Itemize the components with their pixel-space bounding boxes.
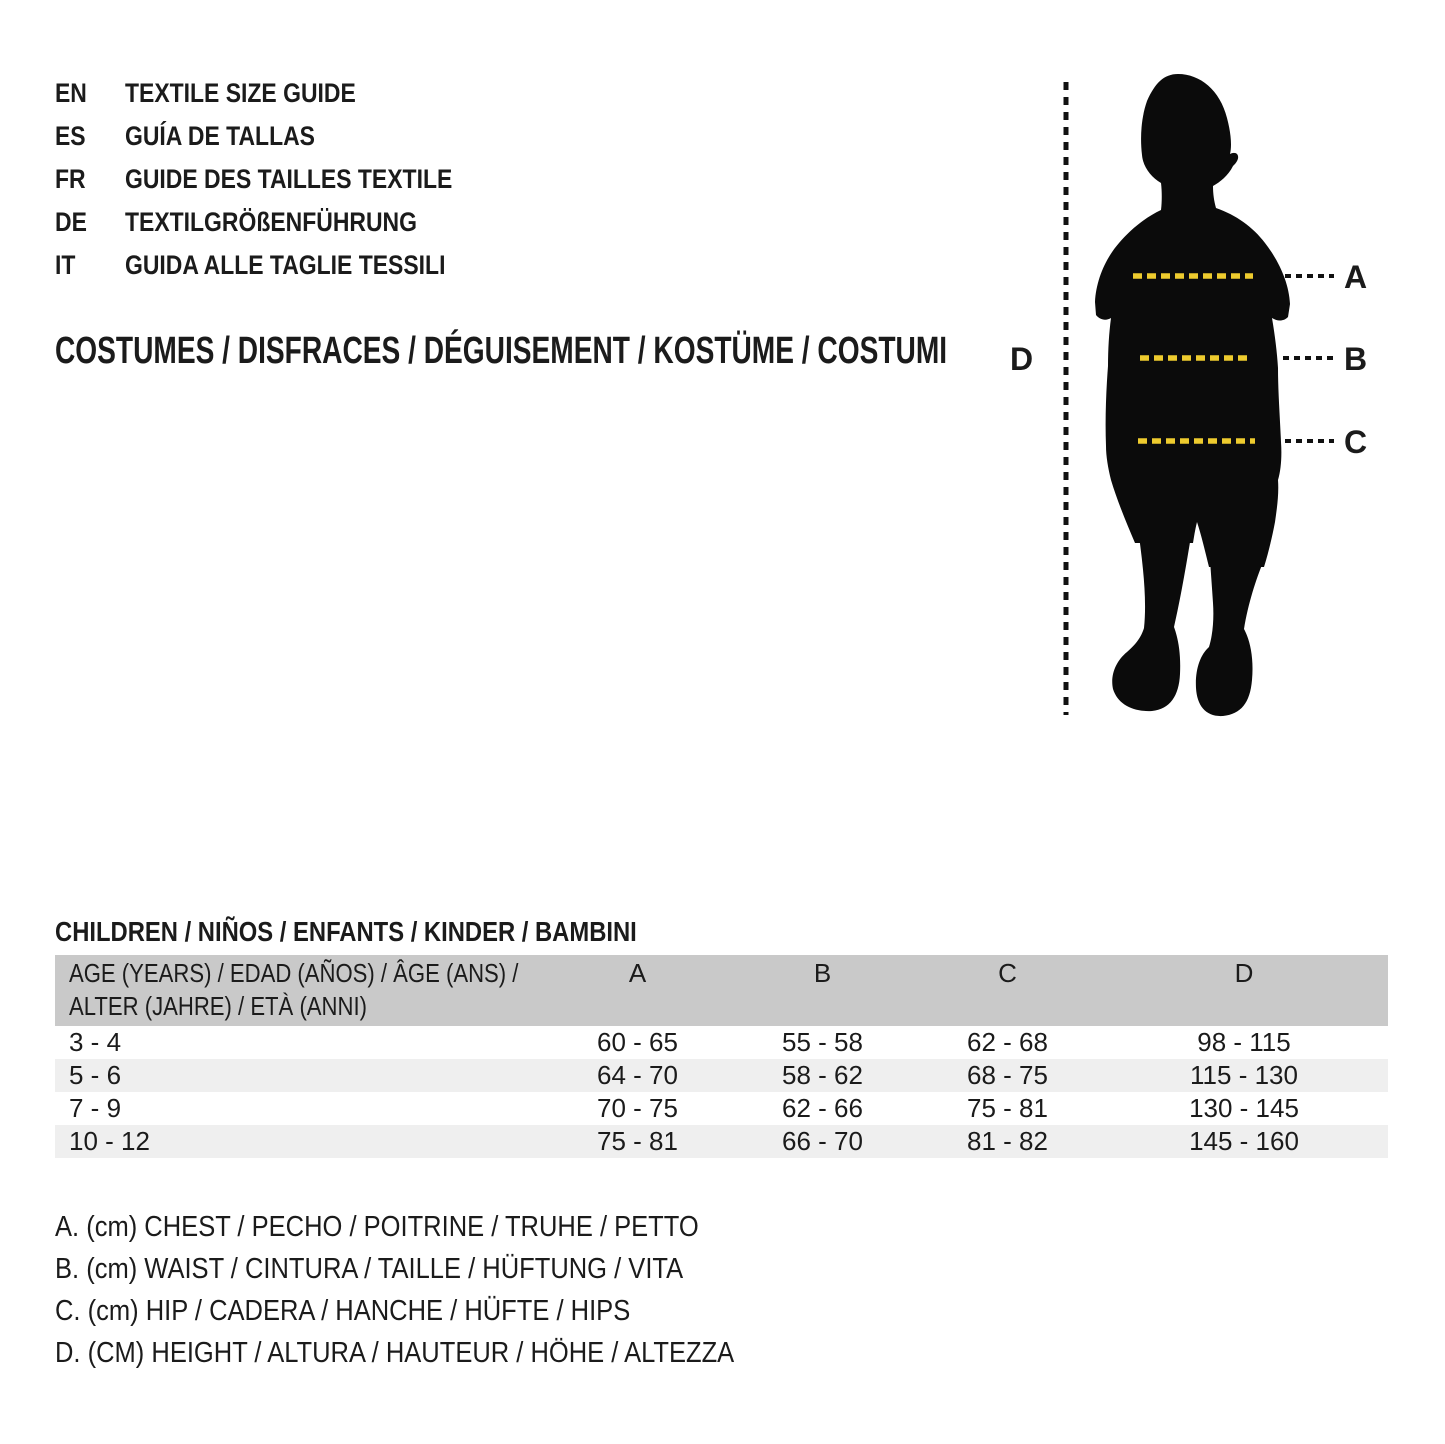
cell-height: 145 - 160 bbox=[1189, 1126, 1299, 1156]
children-section-title-text: CHILDREN / NIÑOS / ENFANTS / KINDER / BAMBINI bbox=[55, 916, 637, 947]
cell-height: 115 - 130 bbox=[1190, 1060, 1298, 1090]
children-size-table bbox=[55, 955, 1388, 1158]
language-title: TEXTILE SIZE GUIDE bbox=[125, 78, 356, 108]
table-header-col-d: D bbox=[1234, 958, 1254, 988]
language-code: IT bbox=[55, 250, 76, 280]
cell-age: 10 - 12 bbox=[69, 1126, 150, 1156]
table-header-col-b: B bbox=[813, 958, 832, 988]
table-header-age-line1: AGE (YEARS) / EDAD (AÑOS) / ÂGE (ANS) / bbox=[69, 958, 519, 988]
cell-hip: 75 - 81 bbox=[967, 1093, 1048, 1123]
legend-item-height-text: D. (CM) HEIGHT / ALTURA / HAUTEUR / HÖHE / ALTEZZA bbox=[55, 1337, 735, 1369]
children-section-title bbox=[55, 917, 739, 947]
table-header-age bbox=[55, 955, 545, 1026]
legend-item-hip-text: C. (cm) HIP / CADERA / HANCHE / HÜFTE / HIPS bbox=[55, 1295, 631, 1327]
table-header-row bbox=[55, 955, 1388, 1026]
category-title: COSTUMES / DISFRACES / DÉGUISEMENT / KOSTÜME / COSTUMI bbox=[55, 330, 948, 372]
figure-label-a: A bbox=[1344, 259, 1368, 295]
table-row bbox=[55, 1026, 1388, 1059]
language-code: EN bbox=[55, 78, 87, 108]
legend-item-chest-text: A. (cm) CHEST / PECHO / POITRINE / TRUHE / PETTO bbox=[55, 1211, 699, 1243]
table-header-col-a: A bbox=[628, 958, 647, 988]
table-row bbox=[55, 1092, 1388, 1125]
measurement-figure bbox=[1000, 60, 1445, 740]
language-title: TEXTILGRÖßENFÜHRUNG bbox=[125, 207, 417, 237]
cell-height: 130 - 145 bbox=[1189, 1093, 1299, 1123]
cell-chest: 70 - 75 bbox=[597, 1093, 678, 1123]
language-row-en bbox=[55, 72, 510, 115]
language-code: DE bbox=[55, 207, 87, 237]
table-header-col-c: C bbox=[998, 958, 1017, 988]
table-row bbox=[55, 1059, 1388, 1092]
cell-waist: 66 - 70 bbox=[782, 1126, 863, 1156]
language-title-list bbox=[55, 72, 510, 287]
language-title: GUIDA ALLE TAGLIE TESSILI bbox=[125, 250, 446, 280]
table-header-age-line2: ALTER (JAHRE) / ETÀ (ANNI) bbox=[69, 991, 367, 1021]
table-row bbox=[55, 1125, 1388, 1158]
language-row-it bbox=[55, 244, 510, 287]
language-title: GUÍA DE TALLAS bbox=[125, 121, 315, 151]
cell-age: 7 - 9 bbox=[69, 1093, 122, 1123]
measurement-legend bbox=[55, 1206, 827, 1374]
child-silhouette-icon bbox=[1095, 74, 1290, 716]
language-row-es bbox=[55, 115, 510, 158]
language-row-fr bbox=[55, 158, 510, 201]
cell-waist: 58 - 62 bbox=[782, 1060, 863, 1090]
figure-label-b: B bbox=[1344, 341, 1368, 377]
cell-chest: 64 - 70 bbox=[597, 1060, 678, 1090]
cell-hip: 62 - 68 bbox=[967, 1027, 1048, 1057]
cell-hip: 81 - 82 bbox=[967, 1126, 1048, 1156]
legend-item-hip bbox=[55, 1290, 827, 1332]
cell-waist: 55 - 58 bbox=[782, 1027, 863, 1057]
language-code: ES bbox=[55, 121, 86, 151]
cell-waist: 62 - 66 bbox=[782, 1093, 863, 1123]
legend-item-waist-text: B. (cm) WAIST / CINTURA / TAILLE / HÜFTUNG / VITA bbox=[55, 1253, 684, 1285]
figure-label-d: D bbox=[1010, 341, 1034, 377]
language-row-de bbox=[55, 201, 510, 244]
cell-chest: 75 - 81 bbox=[597, 1126, 678, 1156]
figure-label-c: C bbox=[1344, 424, 1368, 460]
language-code: FR bbox=[55, 164, 86, 194]
cell-hip: 68 - 75 bbox=[967, 1060, 1048, 1090]
language-title: GUIDE DES TAILLES TEXTILE bbox=[125, 164, 453, 194]
legend-item-chest bbox=[55, 1206, 827, 1248]
cell-age: 3 - 4 bbox=[69, 1027, 122, 1057]
cell-height: 98 - 115 bbox=[1197, 1027, 1291, 1057]
cell-age: 5 - 6 bbox=[69, 1060, 122, 1090]
legend-item-waist bbox=[55, 1248, 827, 1290]
legend-item-height bbox=[55, 1332, 827, 1374]
cell-chest: 60 - 65 bbox=[597, 1027, 678, 1057]
